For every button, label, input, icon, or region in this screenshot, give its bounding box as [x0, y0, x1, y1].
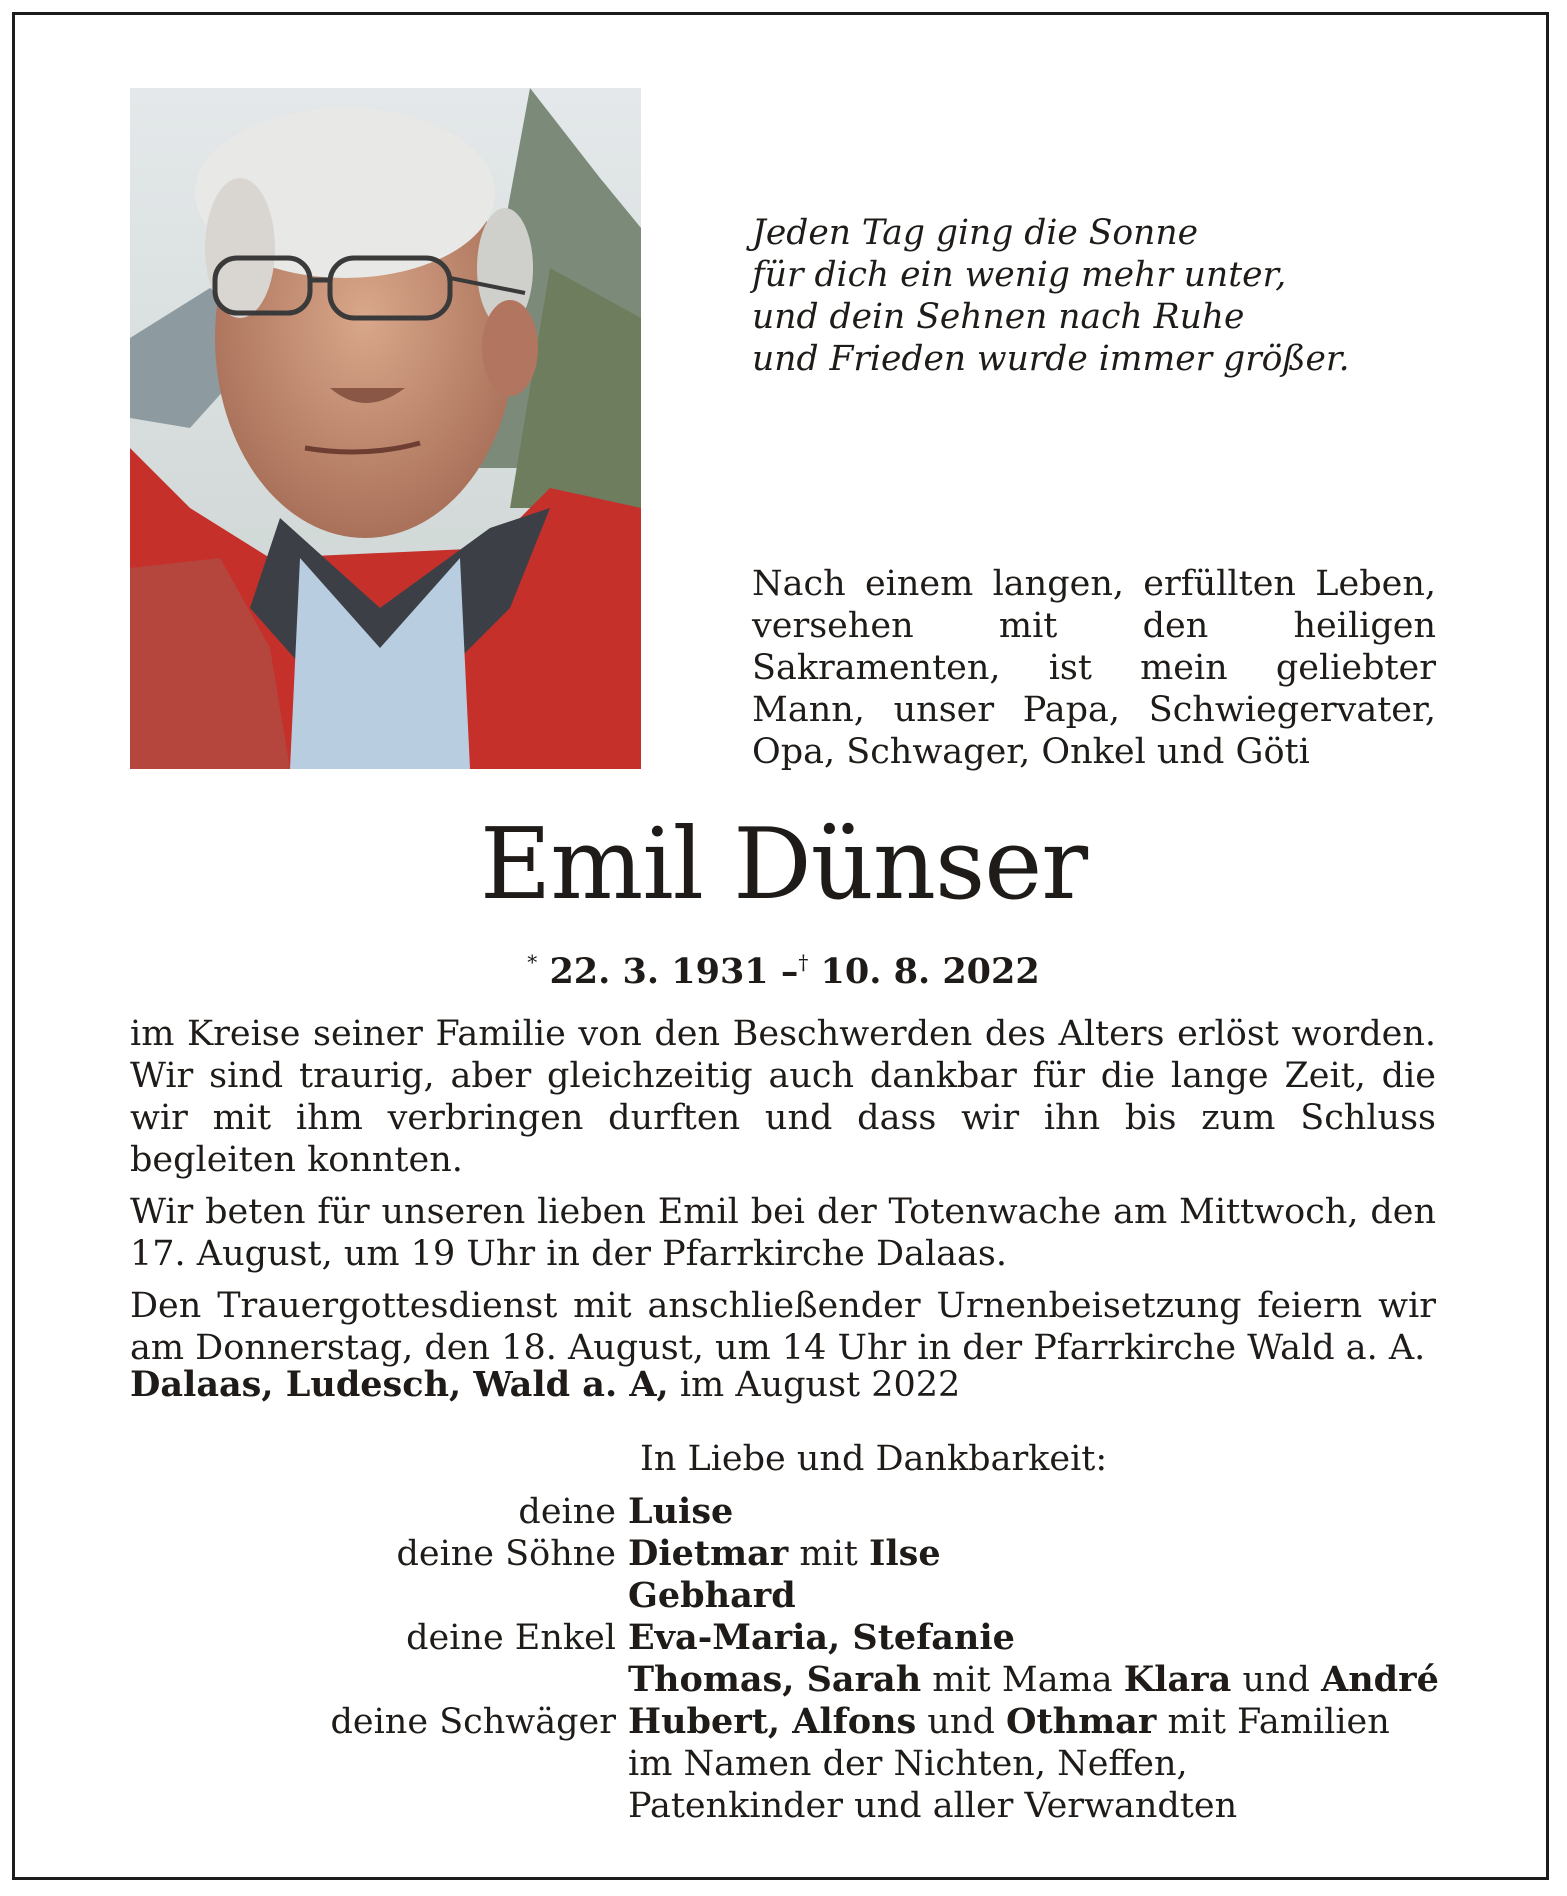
family-name: Eva-Maria, Stefanie	[628, 1617, 1015, 1658]
family-name: Dietmar	[628, 1533, 789, 1574]
family-row	[130, 1617, 1450, 1659]
family-name: Luise	[628, 1491, 734, 1532]
connector: und	[927, 1702, 995, 1742]
death-date: 10. 8. 2022	[820, 951, 1040, 992]
body-paragraph: Den Trauergottesdienst mit anschließender Urnenbeisetzung feiern wir am Donnerstag, den 18. August, um 14 Uhr in der Pfarrkirche Wald a. A.	[130, 1286, 1436, 1368]
family-row	[130, 1743, 1450, 1785]
life-dates	[0, 941, 1567, 993]
family-row	[130, 1575, 1450, 1617]
poem-line: und dein Sehnen nach Ruhe	[752, 297, 1245, 337]
poem-line: für dich ein wenig mehr unter,	[752, 255, 1287, 295]
family-row	[130, 1659, 1450, 1701]
closing-line: im Namen der Nichten, Neffen,	[628, 1744, 1188, 1784]
body-paragraph: Wir beten für unseren lieben Emil bei der Totenwache am Mittwoch, den 17. August, um 19 Uhr in der Pfarrkirche Dalaas.	[130, 1192, 1436, 1274]
family-label: deine	[518, 1492, 616, 1532]
family-name: Gebhard	[628, 1575, 796, 1616]
connector: mit	[799, 1534, 858, 1574]
connector: mit Mama	[932, 1660, 1113, 1700]
birth-date: 22. 3. 1931	[549, 951, 769, 992]
gratitude-line: In Liebe und Dankbarkeit:	[640, 1439, 1108, 1479]
month-date: im August 2022	[679, 1365, 961, 1405]
place-date-line	[130, 1364, 960, 1406]
connector: mit Familien	[1167, 1702, 1390, 1742]
family-name: André	[1321, 1659, 1439, 1700]
portrait-photo	[130, 88, 641, 769]
family-label: deine Söhne	[396, 1534, 616, 1574]
family-row	[130, 1701, 1450, 1743]
death-symbol: †	[798, 950, 809, 974]
poem	[752, 212, 1412, 380]
deceased-name: Emil Dünser	[479, 808, 1088, 922]
intro-text: Nach einem langen, erfüllten Leben, versehen mit den heiligen Sakramenten, ist mein geliebter Mann, unser Papa, Schwiegervater, Opa, Schwager, Onkel und Göti	[752, 564, 1436, 772]
body-paragraph: im Kreise seiner Familie von den Beschwerden des Alters erlöst worden. Wir sind traurig, aber gleichzeitig auch dankbar für die lange Zeit, die wir mit ihm verbringen durften und dass wir ihn bis zum Schluss begleiten konnten.	[130, 1014, 1436, 1180]
family-row	[130, 1491, 1450, 1533]
connector: und	[1242, 1660, 1310, 1700]
family-name: Thomas, Sarah	[628, 1659, 922, 1700]
poem-line: Jeden Tag ging die Sonne	[752, 213, 1199, 253]
birth-symbol: *	[527, 950, 538, 974]
family-name: Ilse	[868, 1533, 941, 1574]
family-label: deine Schwäger	[330, 1702, 616, 1742]
family-label: deine Enkel	[406, 1618, 616, 1658]
family-name: Klara	[1123, 1659, 1232, 1700]
poem-line: und Frieden wurde immer größer.	[752, 339, 1350, 379]
closing-line: Patenkinder und aller Verwandten	[628, 1786, 1238, 1826]
mourners-list	[130, 1491, 1450, 1827]
places: Dalaas, Ludesch, Wald a. A,	[130, 1364, 669, 1405]
family-row	[130, 1533, 1450, 1575]
family-name: Hubert, Alfons	[628, 1701, 917, 1742]
family-name: Othmar	[1006, 1701, 1157, 1742]
date-separator: –	[780, 951, 799, 992]
obituary-body	[130, 1013, 1436, 1379]
family-row	[130, 1785, 1450, 1827]
